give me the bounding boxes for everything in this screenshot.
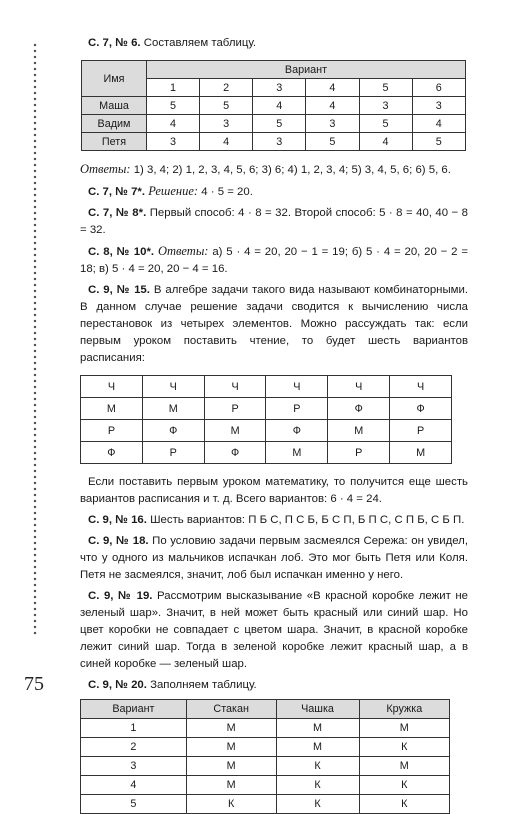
table-cell: 3 [147,133,200,151]
table-names-variants [81,60,466,151]
section-text: По условию задачи первым засмеялся Сережа: он увидел, что у одного из мальчиков испачкан лоб. Это мог быть Петя или Коля. Петя не засмеялся, значит, лоб был испачкан именно у него. [80,535,468,581]
section-ref: С. 9, № 15. [88,284,150,296]
table-cell: М [328,420,390,442]
table-cell: Ч [390,376,452,398]
column-header: Чашка [276,700,359,719]
table-cell: М [204,420,266,442]
section-p7-n6 [80,35,468,52]
table-cell: К [359,738,449,757]
table-cell: 4 [147,115,200,133]
column-header: Кружка [359,700,449,719]
table-cell: М [186,738,276,757]
table-cell: 3 [306,115,359,133]
variant-number: 4 [306,79,359,97]
table-cell: 2 [81,738,187,757]
answers-label: Ответы: [80,162,131,176]
table-cell: 3 [359,97,412,115]
variant-column-header: Вариант [147,61,466,79]
table-cell: Ч [204,376,266,398]
section-ref: С. 7, № 8*. [88,207,147,219]
table-row [81,738,450,757]
table-cell: М [81,398,143,420]
answers-text: 1) 3, 4; 2) 1, 2, 3, 4, 5, 6; 3) 6; 4) 1, 2, 3, 4; 5) 3, 4, 5, 6; 6) 5, 6. [133,164,451,176]
table-cell: 5 [147,97,200,115]
table-dishes-variants [80,699,450,814]
table-cell: Ф [390,398,452,420]
section-p9-n19 [80,588,468,673]
table-cell: К [186,795,276,814]
table-row [81,776,450,795]
row-name: Вадим [82,115,147,133]
table-row [82,97,466,115]
section-ref: С. 9, № 19. [88,590,153,602]
table-cell: М [359,757,449,776]
table-cell: К [276,776,359,795]
section-p7-n8 [80,205,468,239]
section-p7-n7 [80,183,468,201]
table-cell: М [359,719,449,738]
name-column-header: Имя [82,61,147,97]
section-text: В алгебре задачи такого вида называют комбинаторными. В данном случае решение задачи сводится к вычислению числа перестановок из четырех элементов. Можно рассуждать так: если первым уроком поставить чтение, то будет шесть вариантов расписания: [80,284,468,364]
table-cell: Ч [81,376,143,398]
section-p9-n16 [80,512,468,529]
section-text: Заполняем таблицу. [150,679,257,691]
section-p9-n15-continued [80,474,468,508]
section-text: Шесть вариантов: П Б С, П С Б, Б С П, Б П С, С П Б, С Б П. [150,514,465,526]
table-cell: 4 [81,776,187,795]
table-cell: 1 [81,719,187,738]
table-cell: 3 [81,757,187,776]
table-cell: 3 [200,115,253,133]
table-cell: Р [390,420,452,442]
table-cell: М [390,442,452,464]
table-cell: 4 [359,133,412,151]
table-cell: Ч [328,376,390,398]
section-ref: С. 9, № 18. [88,535,149,547]
table-cell: М [276,738,359,757]
section-ref: С. 7, № 7*. [88,186,146,198]
row-name: Петя [82,133,147,151]
table-cell: К [276,795,359,814]
table-cell: Ч [142,376,204,398]
table-cell: М [186,719,276,738]
table-cell: М [266,442,328,464]
section-ref: С. 9, № 20. [88,679,147,691]
variant-number: 5 [359,79,412,97]
table-cell: М [186,776,276,795]
table-schedules [80,375,452,464]
table-row [81,442,452,464]
table-cell: Р [328,442,390,464]
answers-p7-n6 [80,161,468,179]
table-cell: 4 [200,133,253,151]
table-cell: К [359,795,449,814]
section-text: Первый способ: 4 · 8 = 32. Второй способ: 5 · 8 = 40, 40 − 8 = 32. [80,207,469,236]
table-cell: Ф [81,442,143,464]
section-text: Составляем таблицу. [143,37,257,49]
table-cell: Р [142,442,204,464]
section-p8-n10 [80,243,468,278]
row-name: Маша [82,97,147,115]
table-row [82,115,466,133]
table-row [81,795,450,814]
table-cell: 5 [359,115,412,133]
column-header: Стакан [186,700,276,719]
table-row [81,420,452,442]
section-text: а) 5 · 4 = 20, 20 − 1 = 19; б) 5 · 4 = 20, 20 − 2 = 18; в) 5 · 4 = 20, 20 − 4 = 16. [80,246,469,275]
table-cell: Ф [142,420,204,442]
page-number: 75 [24,673,44,695]
section-text: Если поставить первым уроком математику, то получится еще шесть вариантов расписания и т. д. Всего вариантов: 6 · 4 = 24. [80,476,468,505]
table-cell: М [276,719,359,738]
section-ref: С. 8, № 10*. [88,246,155,258]
table-cell: 5 [253,115,306,133]
table-cell: Ф [328,398,390,420]
section-p9-n20 [80,677,468,694]
table-cell: К [359,776,449,795]
variant-number: 2 [200,79,253,97]
table-cell: Ф [266,420,328,442]
table-cell: Р [204,398,266,420]
section-ref: С. 7, № 6. [88,37,141,49]
table-header-row [81,700,450,719]
section-p9-n15 [80,282,468,367]
table-cell: М [186,757,276,776]
table-row [81,376,452,398]
table-cell: Р [266,398,328,420]
variant-number: 3 [253,79,306,97]
section-text: Рассмотрим высказывание «В красной коробке лежит не зеленый шар». Значит, в ней может быть красный или синий шар. Но цвет коробки не совпадает с цветом шара. Значит, в красной коробке лежит синий шар. Тогда в зеленой коробке лежит красный шар, а в синей коробке — зеленый шар. [80,590,468,670]
dotted-margin-line [33,42,37,637]
section-p9-n18 [80,533,468,584]
table-cell: 4 [306,97,359,115]
table-cell: Ф [204,442,266,464]
table-cell: М [142,398,204,420]
table-cell: 5 [306,133,359,151]
table-cell: Ч [266,376,328,398]
table-header-row [82,61,466,79]
answers-label: Ответы: [157,244,209,258]
table-cell: 4 [253,97,306,115]
page-content [80,35,468,814]
table-cell: Р [81,420,143,442]
column-header: Вариант [81,700,187,719]
table-cell: 5 [412,133,465,151]
table-cell: 4 [412,115,465,133]
table-cell: К [276,757,359,776]
variant-number: 6 [412,79,465,97]
table-row [82,133,466,151]
table-row [81,719,450,738]
table-cell: 3 [253,133,306,151]
table-row [81,398,452,420]
table-cell: 5 [81,795,187,814]
table-cell: 3 [412,97,465,115]
section-ref: С. 9, № 16. [88,514,147,526]
table-row [81,757,450,776]
section-text: 4 · 5 = 20. [201,186,253,198]
variant-number: 1 [147,79,200,97]
table-cell: 5 [200,97,253,115]
solution-label: Решение: [148,184,199,198]
